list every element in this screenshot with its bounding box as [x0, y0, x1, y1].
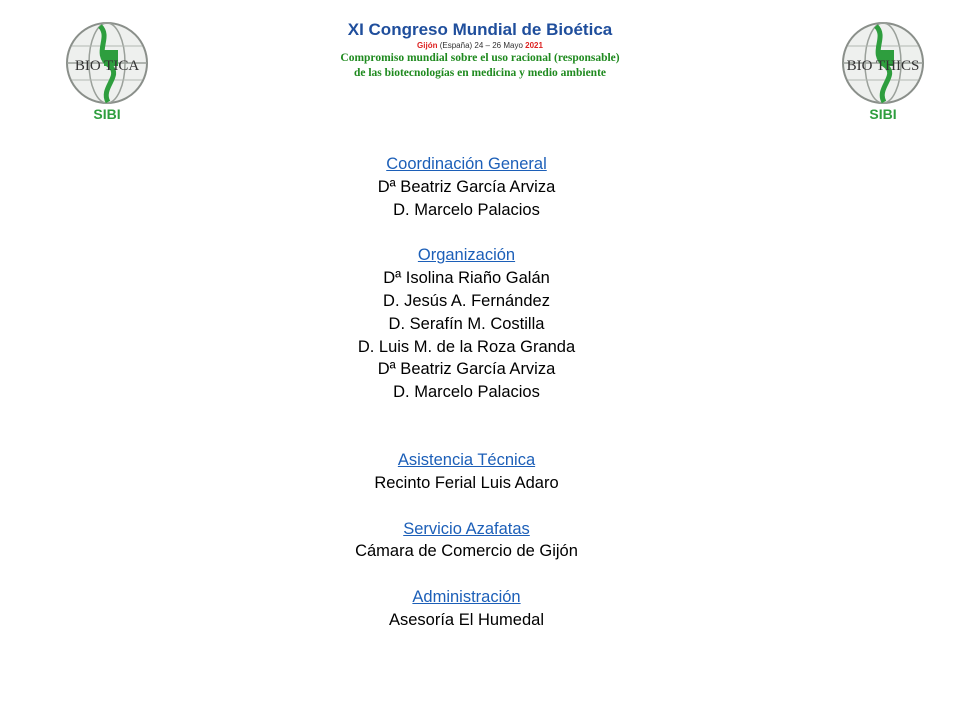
person-name: Dª Isolina Riaño Galán [383, 269, 550, 288]
person-name: Dª Beatriz García Arviza [377, 360, 556, 379]
person-name: D. Marcelo Palacios [393, 200, 540, 219]
section-organizacion [0, 244, 933, 404]
person-name: D. Jesús A. Fernández [383, 291, 550, 310]
person-name: D. Serafín M. Costilla [388, 314, 545, 333]
svg-text:BIO TICA: BIO TICA [74, 58, 140, 74]
section-title: Organización [417, 246, 516, 265]
sibi-logo-right [828, 18, 938, 133]
sibi-logo-left [52, 18, 162, 133]
subtitle-line-1: Compromiso mundial sobre el uso racional (responsable) [340, 52, 620, 64]
section-title: Coordinación General [386, 155, 547, 173]
date-middle: (España) 24 – 26 Mayo [439, 41, 523, 50]
person-name: Dª Beatriz García Arviza [377, 177, 556, 196]
svg-text:BIO THICS: BIO THICS [846, 58, 920, 74]
section-asistencia-tecnica [0, 449, 933, 495]
section-title: Administración [412, 588, 521, 607]
congress-header [250, 20, 710, 81]
section-coordinacion [0, 153, 933, 221]
subtitle-line-2: de las biotecnologías en medicina y medio ambiente [353, 67, 607, 79]
person-name: D. Luis M. de la Roza Granda [357, 337, 576, 356]
logo-label: SIBI [93, 106, 121, 122]
section-title: Servicio Azafatas [403, 519, 530, 538]
date-city: Gijón [417, 41, 438, 50]
congress-title: XI Congreso Mundial de Bioética [347, 20, 613, 39]
section-administracion [0, 586, 933, 632]
provider-name: Cámara de Comercio de Gijón [355, 542, 578, 561]
section-servicio-azafatas [0, 518, 933, 564]
congress-date [250, 40, 710, 51]
provider-name: Recinto Ferial Luis Adaro [374, 473, 559, 492]
globe-icon [828, 18, 938, 108]
section-title: Asistencia Técnica [397, 450, 536, 469]
provider-name: Asesoría El Humedal [389, 610, 544, 629]
credits-list [0, 153, 933, 632]
date-year: 2021 [525, 41, 543, 50]
globe-icon [52, 18, 162, 108]
person-name: D. Marcelo Palacios [393, 383, 540, 402]
logo-label: SIBI [869, 106, 897, 122]
